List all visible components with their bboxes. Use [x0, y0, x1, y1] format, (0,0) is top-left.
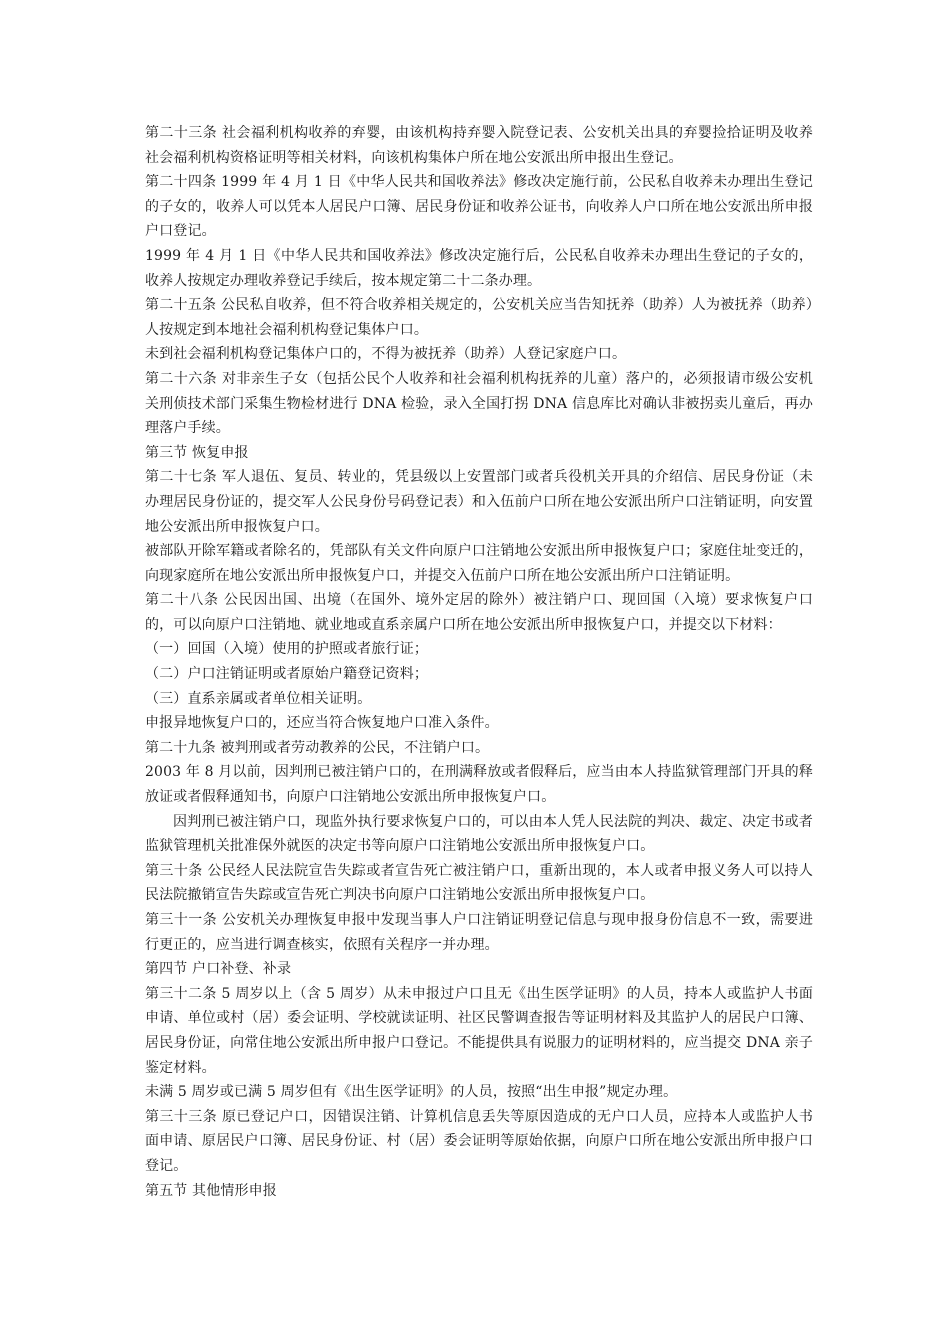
- section-5-heading: 第五节 其他情形申报: [145, 1182, 277, 1199]
- article-25-continued: 未到社会福利机构登记集体户口的，不得为被抚养（助养）人登记家庭户口。: [145, 346, 627, 363]
- article-28-item-2: （二）户口注销证明或者原始户籍登记资料；: [145, 666, 428, 683]
- article-29-continued: 2003 年 8 月以前，因判刑已被注销户口的，在刑满释放或者假释后，应当由本人持监狱管理部门开具的释放证或者假释通知书，向原户口注销地公安派出所申报恢复户口。: [145, 764, 813, 806]
- article-33: 第三十三条 原已登记户口，因错误注销、计算机信息丢失等原因造成的无户口人员，应持本人或监护人书面申请、原居民户口簿、居民身份证、村（居）委会证明等原始依据，向原户口所在地公安派出所申报户口登记。: [145, 1108, 813, 1174]
- article-28-continued: 申报异地恢复户口的，还应当符合恢复地户口准入条件。: [145, 715, 499, 732]
- article-24: 第二十四条 1999 年 4 月 1 日《中华人民共和国收养法》修改决定施行前，公民私自收养未办理出生登记的子女的，收养人可以凭本人居民户口簿、居民身份证和收养公证书，向收养人户口所在地公安派出所申报户口登记。: [145, 174, 813, 240]
- article-24-continued: 1999 年 4 月 1 日《中华人民共和国收养法》修改决定施行后，公民私自收养未办理出生登记的子女的，收养人按规定办理收养登记手续后，按本规定第二十二条办理。: [145, 247, 813, 289]
- article-27: 第二十七条 军人退伍、复员、转业的，凭县级以上安置部门或者兵役机关开具的介绍信、居民身份证（未办理居民身份证的，提交军人公民身份号码登记表）和入伍前户口所在地公安派出所户口注销证明，向安置地公安派出所申报恢复户口。: [145, 469, 813, 535]
- article-28: 第二十八条 公民因出国、出境（在国外、境外定居的除外）被注销户口、现回国（入境）要求恢复户口的，可以向原户口注销地、就业地或直系亲属户口所在地公安派出所申报恢复户口，并提交以下材料：: [145, 592, 813, 633]
- article-30: 第三十条 公民经人民法院宣告失踪或者宣告死亡被注销户口，重新出现的，本人或者申报义务人可以持人民法院撤销宣告失踪或宣告死亡判决书向原户口注销地公安派出所申报恢复户口。: [145, 862, 813, 904]
- article-27-continued: 被部队开除军籍或者除名的，凭部队有关文件向原户口注销地公安派出所申报恢复户口；家庭住址变迁的，向现家庭所在地公安派出所申报恢复户口，并提交入伍前户口所在地公安派出所户口注销证明。: [145, 543, 813, 584]
- article-28-item-1: （一）回国（入境）使用的护照或者旅行证；: [145, 641, 428, 658]
- article-31: 第三十一条 公安机关办理恢复申报中发现当事人户口注销证明登记信息与现申报身份信息不一致，需要进行更正的，应当进行调查核实，依照有关程序一并办理。: [145, 912, 813, 953]
- article-25: 第二十五条 公民私自收养，但不符合收养相关规定的，公安机关应当告知抚养（助养）人为被抚养（助养）人按规定到本地社会福利机构登记集体户口。: [145, 297, 813, 338]
- article-29-indented: 因判刑已被注销户口，现监外执行要求恢复户口的，可以由本人凭人民法院的判决、裁定、决定书或者监狱管理机关批准保外就医的决定书等向原户口注销地公安派出所申报恢复户口。: [145, 813, 813, 855]
- section-4-heading: 第四节 户口补登、补录: [145, 961, 292, 978]
- article-32-continued: 未满 5 周岁或已满 5 周岁但有《出生医学证明》的人员，按照“出生申报”规定办理。: [145, 1084, 678, 1101]
- article-32: 第三十二条 5 周岁以上（含 5 周岁）从未申报过户口且无《出生医学证明》的人员，持本人或监护人书面申请、单位或村（居）委会证明、学校就读证明、社区民警调查报告等证明材料及其监护人的居民户口簿、居民身份证，向常住地公安派出所申报户口登记。不能提供具有说服力的证明材料的，应当提交 DNA 亲子鉴定材料。: [145, 985, 813, 1076]
- article-29: 第二十九条 被判刑或者劳动教养的公民，不注销户口。: [145, 739, 490, 756]
- article-28-item-3: （三）直系亲属或者单位相关证明。: [145, 690, 372, 707]
- section-3-heading: 第三节 恢复申报: [145, 444, 249, 461]
- document-page: [145, 121, 813, 1203]
- article-23: 第二十三条 社会福利机构收养的弃婴，由该机构持弃婴入院登记表、公安机关出具的弃婴捡拾证明及收养社会福利机构资格证明等相关材料，向该机构集体户所在地公安派出所申报出生登记。: [145, 125, 813, 166]
- article-26: 第二十六条 对非亲生子女（包括公民个人收养和社会福利机构抚养的儿童）落户的，必须报请市级公安机关刑侦技术部门采集生物检材进行 DNA 检验，录入全国打拐 DNA 信息库比对确认非被拐卖儿童后，再办理落户手续。: [145, 370, 813, 437]
